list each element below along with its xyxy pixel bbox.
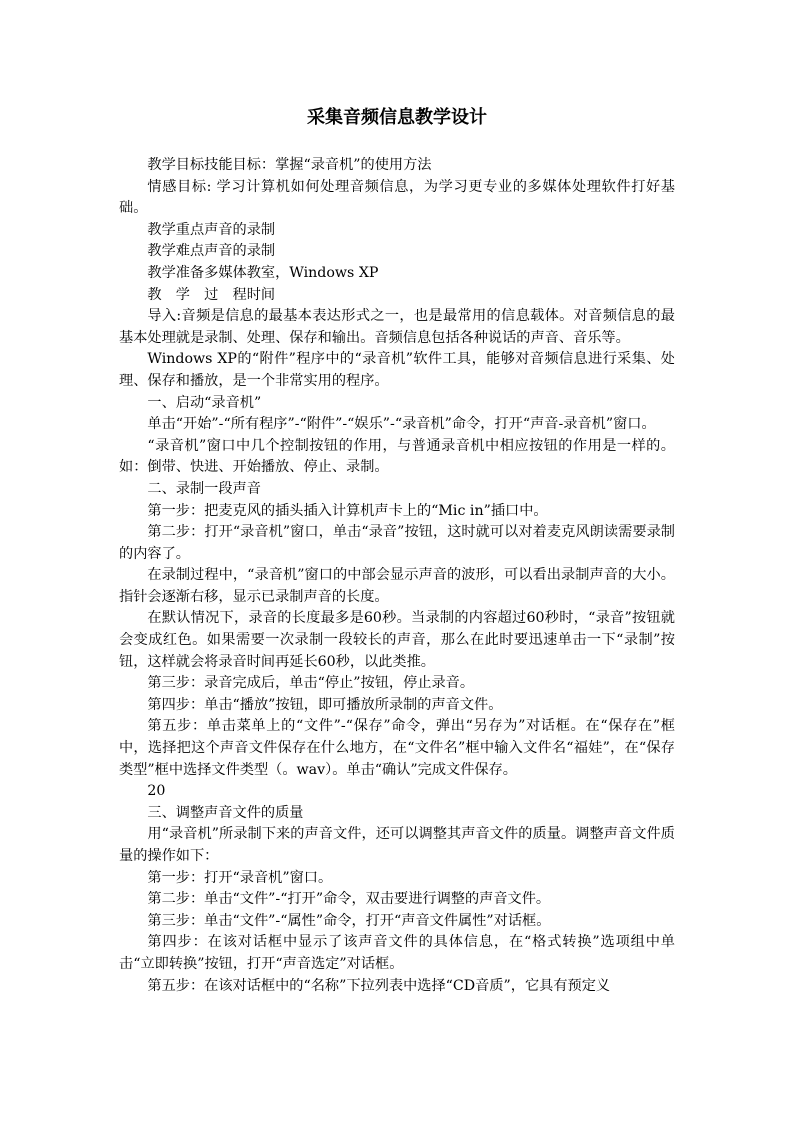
paragraph-6: 教 学 过 程时间	[147, 286, 276, 303]
paragraph-21: 三、调整声音文件的质量	[147, 804, 304, 821]
document-page	[119, 104, 675, 997]
paragraph-8: Windows XP的“附件”程序中的“录音机”软件工具，能够对音频信息进行采集、处理、保存和播放，是一个非常实用的程序。	[119, 351, 675, 389]
paragraph-25: 第三步：单击“文件”-“属性”命令，打开“声音文件属性”对话框。	[147, 912, 551, 929]
paragraph-3: 教学重点声音的录制	[147, 221, 276, 238]
paragraph-24: 第二步：单击“文件”-“打开”命令，双击要进行调整的声音文件。	[147, 891, 551, 908]
paragraph-11: “录音机”窗口中几个控制按钮的作用，与普通录音机中相应按钮的作用是一样的。如：倒带、快进、开始播放、停止、录制。	[119, 437, 675, 476]
paragraph-17: 第三步：录音完成后，单击“停止”按钮，停止录音。	[147, 675, 475, 692]
paragraph-9: 一、启动“录音机”	[147, 394, 262, 411]
paragraph-10: 单击“开始”-“所有程序”-“附件”-“娱乐”-“录音机”命令，打开“声音-录音机”窗口。	[147, 416, 656, 433]
paragraph-7: 导入:音频是信息的最基本表达形式之一，也是最常用的信息载体。对音频信息的最基本处理就是录制、处理、保存和输出。音频信息包括各种说话的声音、音乐等。	[119, 308, 675, 346]
paragraph-18: 第四步：单击“播放”按钮，即可播放所录制的声音文件。	[147, 696, 503, 713]
paragraph-26: 第四步：在该对话框中显示了该声音文件的具体信息，在“格式转换”选项组中单击“立即转换”按钮，打开“声音选定”对话框。	[119, 934, 675, 972]
paragraph-19: 第五步：单击菜单上的“文件”-“保存”命令，弹出“另存为”对话框。在“保存在”框中，选择把这个声音文件保存在什么地方，在“文件名”框中输入文件名“福娃”，在“保存类型”框中选择文件类型（。wav）。单击“确认”完成文件保存。	[119, 718, 675, 778]
paragraph-14: 第二步：打开“录音机”窗口，单击“录音”按钮，这时就可以对着麦克风朗读需要录制的内容了。	[119, 524, 675, 562]
paragraph-20: 20	[147, 783, 166, 800]
paragraph-2: 情感目标: 学习计算机如何处理音频信息，为学习更专业的多媒体处理软件打好基础。	[119, 178, 675, 217]
paragraph-13: 第一步：把麦克风的插头插入计算机声卡上的“Mic in”插口中。	[147, 502, 548, 519]
paragraph-27: 第五步：在该对话框中的“名称”下拉列表中选择“CD音质”，它具有预定义	[147, 977, 611, 994]
paragraph-16: 在默认情况下，录音的长度最多是60秒。当录制的内容超过60秒时，“录音”按钮就会变成红色。如果需要一次录制一段较长的声音，那么在此时要迅速单击一下“录制”按钮，这样就会将录音时间再延长60秒，以此类推。	[119, 610, 675, 670]
document-title: 采集音频信息教学设计	[307, 107, 487, 128]
paragraph-4: 教学难点声音的录制	[147, 243, 276, 260]
paragraph-12: 二、录制一段声音	[147, 480, 261, 497]
paragraph-23: 第一步：打开“录音机”窗口。	[147, 869, 333, 886]
paragraph-5: 教学准备多媒体教室，Windows XP	[147, 264, 379, 281]
paragraph-1: 教学目标技能目标：掌握“录音机”的使用方法	[147, 157, 432, 173]
paragraph-15: 在录制过程中，“录音机”窗口的中部会显示声音的波形，可以看出录制声音的大小。指针会逐渐右移，显示已录制声音的长度。	[119, 567, 675, 605]
paragraph-22: 用“录音机”所录制下来的声音文件，还可以调整其声音文件的质量。调整声音文件质量的操作如下：	[119, 826, 675, 864]
